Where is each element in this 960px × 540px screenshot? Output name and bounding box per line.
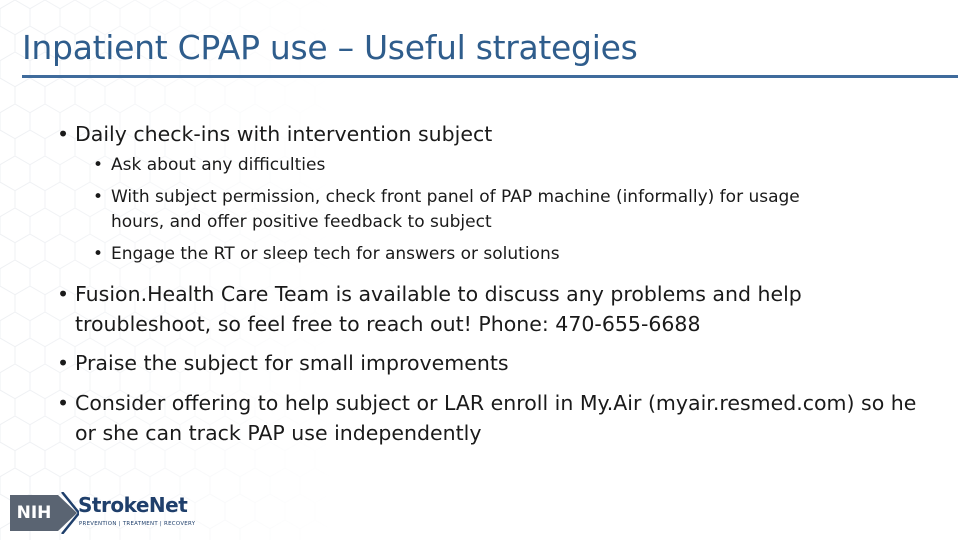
- bullet-marker: •: [57, 351, 70, 375]
- sub-bullet-text: With subject permission, check front panel of PAP machine (informally) for usage hours, and offer positive feedback to subject: [111, 187, 800, 232]
- bullet-marker: •: [93, 155, 104, 175]
- sub-bullet-text: Engage the RT or sleep tech for answers or solutions: [111, 244, 560, 264]
- bullet-item: [57, 388, 937, 448]
- bullet-item: [57, 348, 937, 378]
- bullet-item: [57, 279, 937, 339]
- bullet-text: Daily check-ins with intervention subject: [75, 122, 493, 146]
- sub-bullet-item: [93, 153, 853, 178]
- logo-chevron-icon: [57, 492, 79, 534]
- nih-logo-box: NIH: [10, 495, 58, 531]
- bullet-marker: •: [57, 122, 70, 146]
- logo-tagline: PREVENTION | TREATMENT | RECOVERY: [79, 521, 196, 527]
- sub-bullet-text: Ask about any difficulties: [111, 155, 326, 175]
- bullet-text: Fusion.Health Care Team is available to discuss any problems and help troubleshoot, so feel free to reach out! Phone: 470-655-6688: [75, 282, 802, 336]
- sub-bullet-item: [93, 242, 853, 267]
- bullet-marker: •: [57, 391, 70, 415]
- bullet-marker: •: [57, 282, 70, 306]
- title-underline: [22, 75, 958, 78]
- logo-strokenet-name: StrokeNet: [78, 493, 188, 517]
- bullet-marker: •: [93, 244, 104, 264]
- bullet-marker: •: [93, 187, 104, 207]
- slide-title: Inpatient CPAP use – Useful strategies: [22, 28, 638, 67]
- sub-bullet-item: [93, 185, 853, 235]
- bullet-text: Praise the subject for small improvements: [75, 351, 509, 375]
- nih-strokenet-logo: [10, 492, 200, 534]
- bullet-text: Consider offering to help subject or LAR enroll in My.Air (myair.resmed.com) so he or she can track PAP use independently: [75, 391, 917, 445]
- bullet-item: [57, 119, 937, 149]
